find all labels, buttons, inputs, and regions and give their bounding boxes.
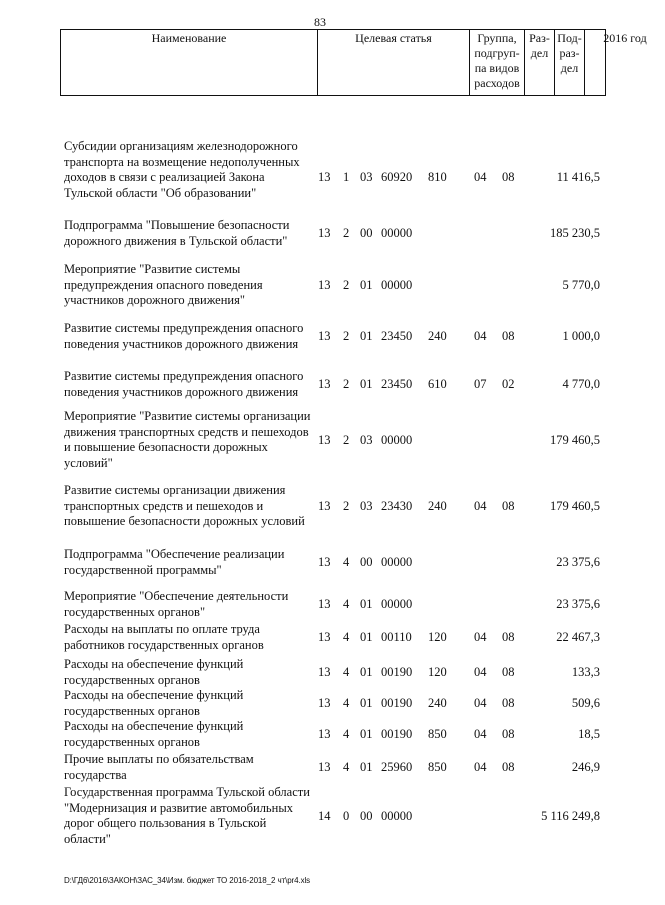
header-year: 2016 год: [603, 31, 647, 45]
row-subsection: 08: [502, 665, 515, 679]
row-c4: 00190: [381, 727, 413, 741]
row-c4: 60920: [381, 170, 413, 185]
row-c3: 01: [360, 696, 373, 710]
row-name: Развитие системы организации движения транспортных средств и пешеходов и повышение безопасности дорожных условий: [64, 483, 305, 528]
row-c3: 01: [360, 760, 373, 774]
row-group: 120: [428, 665, 447, 679]
row-c1: 13: [318, 277, 331, 292]
row-c4: 00000: [381, 597, 413, 611]
row-c2: 2: [343, 432, 350, 447]
row-c3: 01: [360, 329, 373, 343]
row-name: Подпрограмма "Обеспечение реализации государственной программы": [64, 547, 285, 577]
row-amount: 5 770,0: [562, 277, 600, 292]
row-group: 240: [428, 329, 447, 343]
table-row: [0, 752, 640, 783]
row-c3: 03: [360, 170, 373, 185]
row-name: Развитие системы предупреждения опасного поведения участников дорожного движения: [64, 321, 304, 351]
row-c4: 00000: [381, 226, 413, 240]
table-row: [0, 785, 640, 847]
row-c3: 01: [360, 277, 373, 292]
table-row: [0, 547, 640, 578]
row-c1: 14: [318, 808, 331, 823]
row-amount: 18,5: [578, 727, 600, 741]
row-c4: 25960: [381, 760, 413, 774]
header-subsection: Под- раз- дел: [557, 31, 582, 75]
table-row: [0, 719, 640, 750]
row-c3: 00: [360, 808, 373, 823]
row-section: 04: [474, 170, 487, 185]
row-c1: 13: [318, 498, 331, 513]
row-c2: 2: [343, 498, 350, 513]
row-c1: 13: [318, 760, 331, 774]
table-row: [0, 321, 640, 352]
row-name: Расходы на обеспечение функций государственных органов: [64, 688, 244, 718]
row-c2: 4: [343, 760, 350, 774]
row-c3: 01: [360, 597, 373, 611]
file-path-footer: D:\ГД6\2016\ЗАКОН\ЗАС_34\Изм. бюджет ТО 2016-2018_2 чт\pr4.xls: [64, 876, 311, 885]
row-c1: 13: [318, 170, 331, 185]
row-section: 07: [474, 377, 487, 391]
row-section: 04: [474, 760, 487, 774]
row-c2: 4: [343, 630, 350, 644]
row-name: Подпрограмма "Повышение безопасности дорожного движения в Тульской области": [64, 218, 290, 248]
row-c4: 00000: [381, 432, 413, 447]
row-c4: 00000: [381, 277, 413, 292]
row-c1: 13: [318, 727, 331, 741]
row-c3: 01: [360, 630, 373, 644]
row-c3: 00: [360, 226, 373, 240]
row-group: 850: [428, 727, 447, 741]
row-c2: 4: [343, 597, 350, 611]
row-subsection: 02: [502, 377, 515, 391]
row-section: 04: [474, 630, 487, 644]
row-amount: 22 467,3: [556, 630, 600, 644]
row-c4: 00000: [381, 808, 413, 823]
row-name: Расходы на обеспечение функций государственных органов: [64, 657, 244, 687]
row-c1: 13: [318, 377, 331, 391]
row-c2: 4: [343, 665, 350, 679]
row-group: 810: [428, 170, 447, 185]
row-c3: 03: [360, 432, 373, 447]
row-section: 04: [474, 665, 487, 679]
row-c3: 01: [360, 377, 373, 391]
row-amount: 23 375,6: [556, 597, 600, 611]
row-c2: 2: [343, 226, 350, 240]
row-subsection: 08: [502, 498, 515, 513]
row-amount: 179 460,5: [550, 498, 600, 513]
row-name: Мероприятие "Обеспечение деятельности государственных органов": [64, 589, 289, 619]
table-row: [0, 622, 640, 653]
page-number: 83: [314, 15, 326, 29]
row-c3: 01: [360, 665, 373, 679]
row-subsection: 08: [502, 329, 515, 343]
row-group: 240: [428, 696, 447, 710]
row-c2: 0: [343, 808, 350, 823]
table-row: [0, 409, 640, 471]
row-c2: 2: [343, 329, 350, 343]
row-c2: 4: [343, 696, 350, 710]
table-row: [0, 218, 640, 249]
row-subsection: 08: [502, 727, 515, 741]
row-c1: 13: [318, 630, 331, 644]
table-row: [0, 483, 640, 530]
row-amount: 4 770,0: [562, 377, 600, 391]
header-name: Наименование: [151, 31, 227, 45]
row-c2: 4: [343, 555, 350, 569]
row-subsection: 08: [502, 170, 515, 185]
table-row: [0, 688, 640, 719]
header-section: Раз- дел: [529, 31, 550, 60]
row-name: Расходы на выплаты по оплате труда работников государственных органов: [64, 622, 264, 652]
row-amount: 179 460,5: [550, 432, 600, 447]
row-name: Развитие системы предупреждения опасного поведения участников дорожного движения: [64, 369, 304, 399]
header-group: Группа, подгруп- па видов расходов: [474, 31, 520, 90]
row-subsection: 08: [502, 760, 515, 774]
row-group: 120: [428, 630, 447, 644]
row-section: 04: [474, 329, 487, 343]
row-name: Прочие выплаты по обязательствам государства: [64, 752, 254, 782]
table-row: [0, 139, 640, 217]
row-name: Расходы на обеспечение функций государственных органов: [64, 719, 244, 749]
row-c2: 2: [343, 377, 350, 391]
row-c2: 1: [343, 170, 350, 185]
row-section: 04: [474, 696, 487, 710]
table-row: [0, 589, 640, 620]
row-amount: 11 416,5: [556, 170, 600, 185]
row-group: 850: [428, 760, 447, 774]
row-c1: 13: [318, 696, 331, 710]
row-amount: 133,3: [571, 665, 600, 679]
row-c1: 13: [318, 665, 331, 679]
row-c1: 13: [318, 329, 331, 343]
row-subsection: 08: [502, 696, 515, 710]
row-c3: 03: [360, 498, 373, 513]
row-c4: 23450: [381, 329, 413, 343]
row-c4: 23430: [381, 498, 413, 513]
table-row: [0, 657, 640, 688]
row-c4: 00190: [381, 665, 413, 679]
row-section: 04: [474, 727, 487, 741]
row-subsection: 08: [502, 630, 515, 644]
row-amount: 185 230,5: [550, 226, 600, 240]
row-c2: 2: [343, 277, 350, 292]
row-section: 04: [474, 498, 487, 513]
table-row: [0, 369, 640, 400]
table-header: [60, 29, 647, 96]
row-name: Мероприятие "Развитие системы организации движения транспортных средств и пешеходов и повышение безопасности дорожных условий": [64, 409, 311, 470]
row-amount: 23 375,6: [556, 555, 600, 569]
row-c1: 13: [318, 432, 331, 447]
row-c4: 00110: [381, 630, 412, 644]
row-c3: 00: [360, 555, 373, 569]
row-c4: 00190: [381, 696, 413, 710]
row-name: Субсидии организациям железнодорожного транспорта на возмещение недополученных доходов в связи с реализацией Закона Тульской области "Об образовании": [64, 139, 300, 200]
header-target-article: Целевая статья: [355, 31, 432, 45]
row-amount: 1 000,0: [562, 329, 600, 343]
row-name: Мероприятие "Развитие системы предупреждения опасного поведения участников дорожного движения": [64, 262, 263, 307]
row-amount: 509,6: [571, 696, 600, 710]
table-row: [0, 262, 640, 309]
row-amount: 5 116 249,8: [541, 808, 600, 823]
row-name: Государственная программа Тульской области "Модернизация и развитие автомобильных дорог общего пользования в Тульской области": [64, 785, 310, 846]
row-c1: 13: [318, 226, 331, 240]
row-c2: 4: [343, 727, 350, 741]
row-group: 240: [428, 498, 447, 513]
row-group: 610: [428, 377, 447, 391]
row-amount: 246,9: [571, 760, 600, 774]
row-c3: 01: [360, 727, 373, 741]
row-c4: 23450: [381, 377, 413, 391]
row-c4: 00000: [381, 555, 413, 569]
row-c1: 13: [318, 597, 331, 611]
row-c1: 13: [318, 555, 331, 569]
